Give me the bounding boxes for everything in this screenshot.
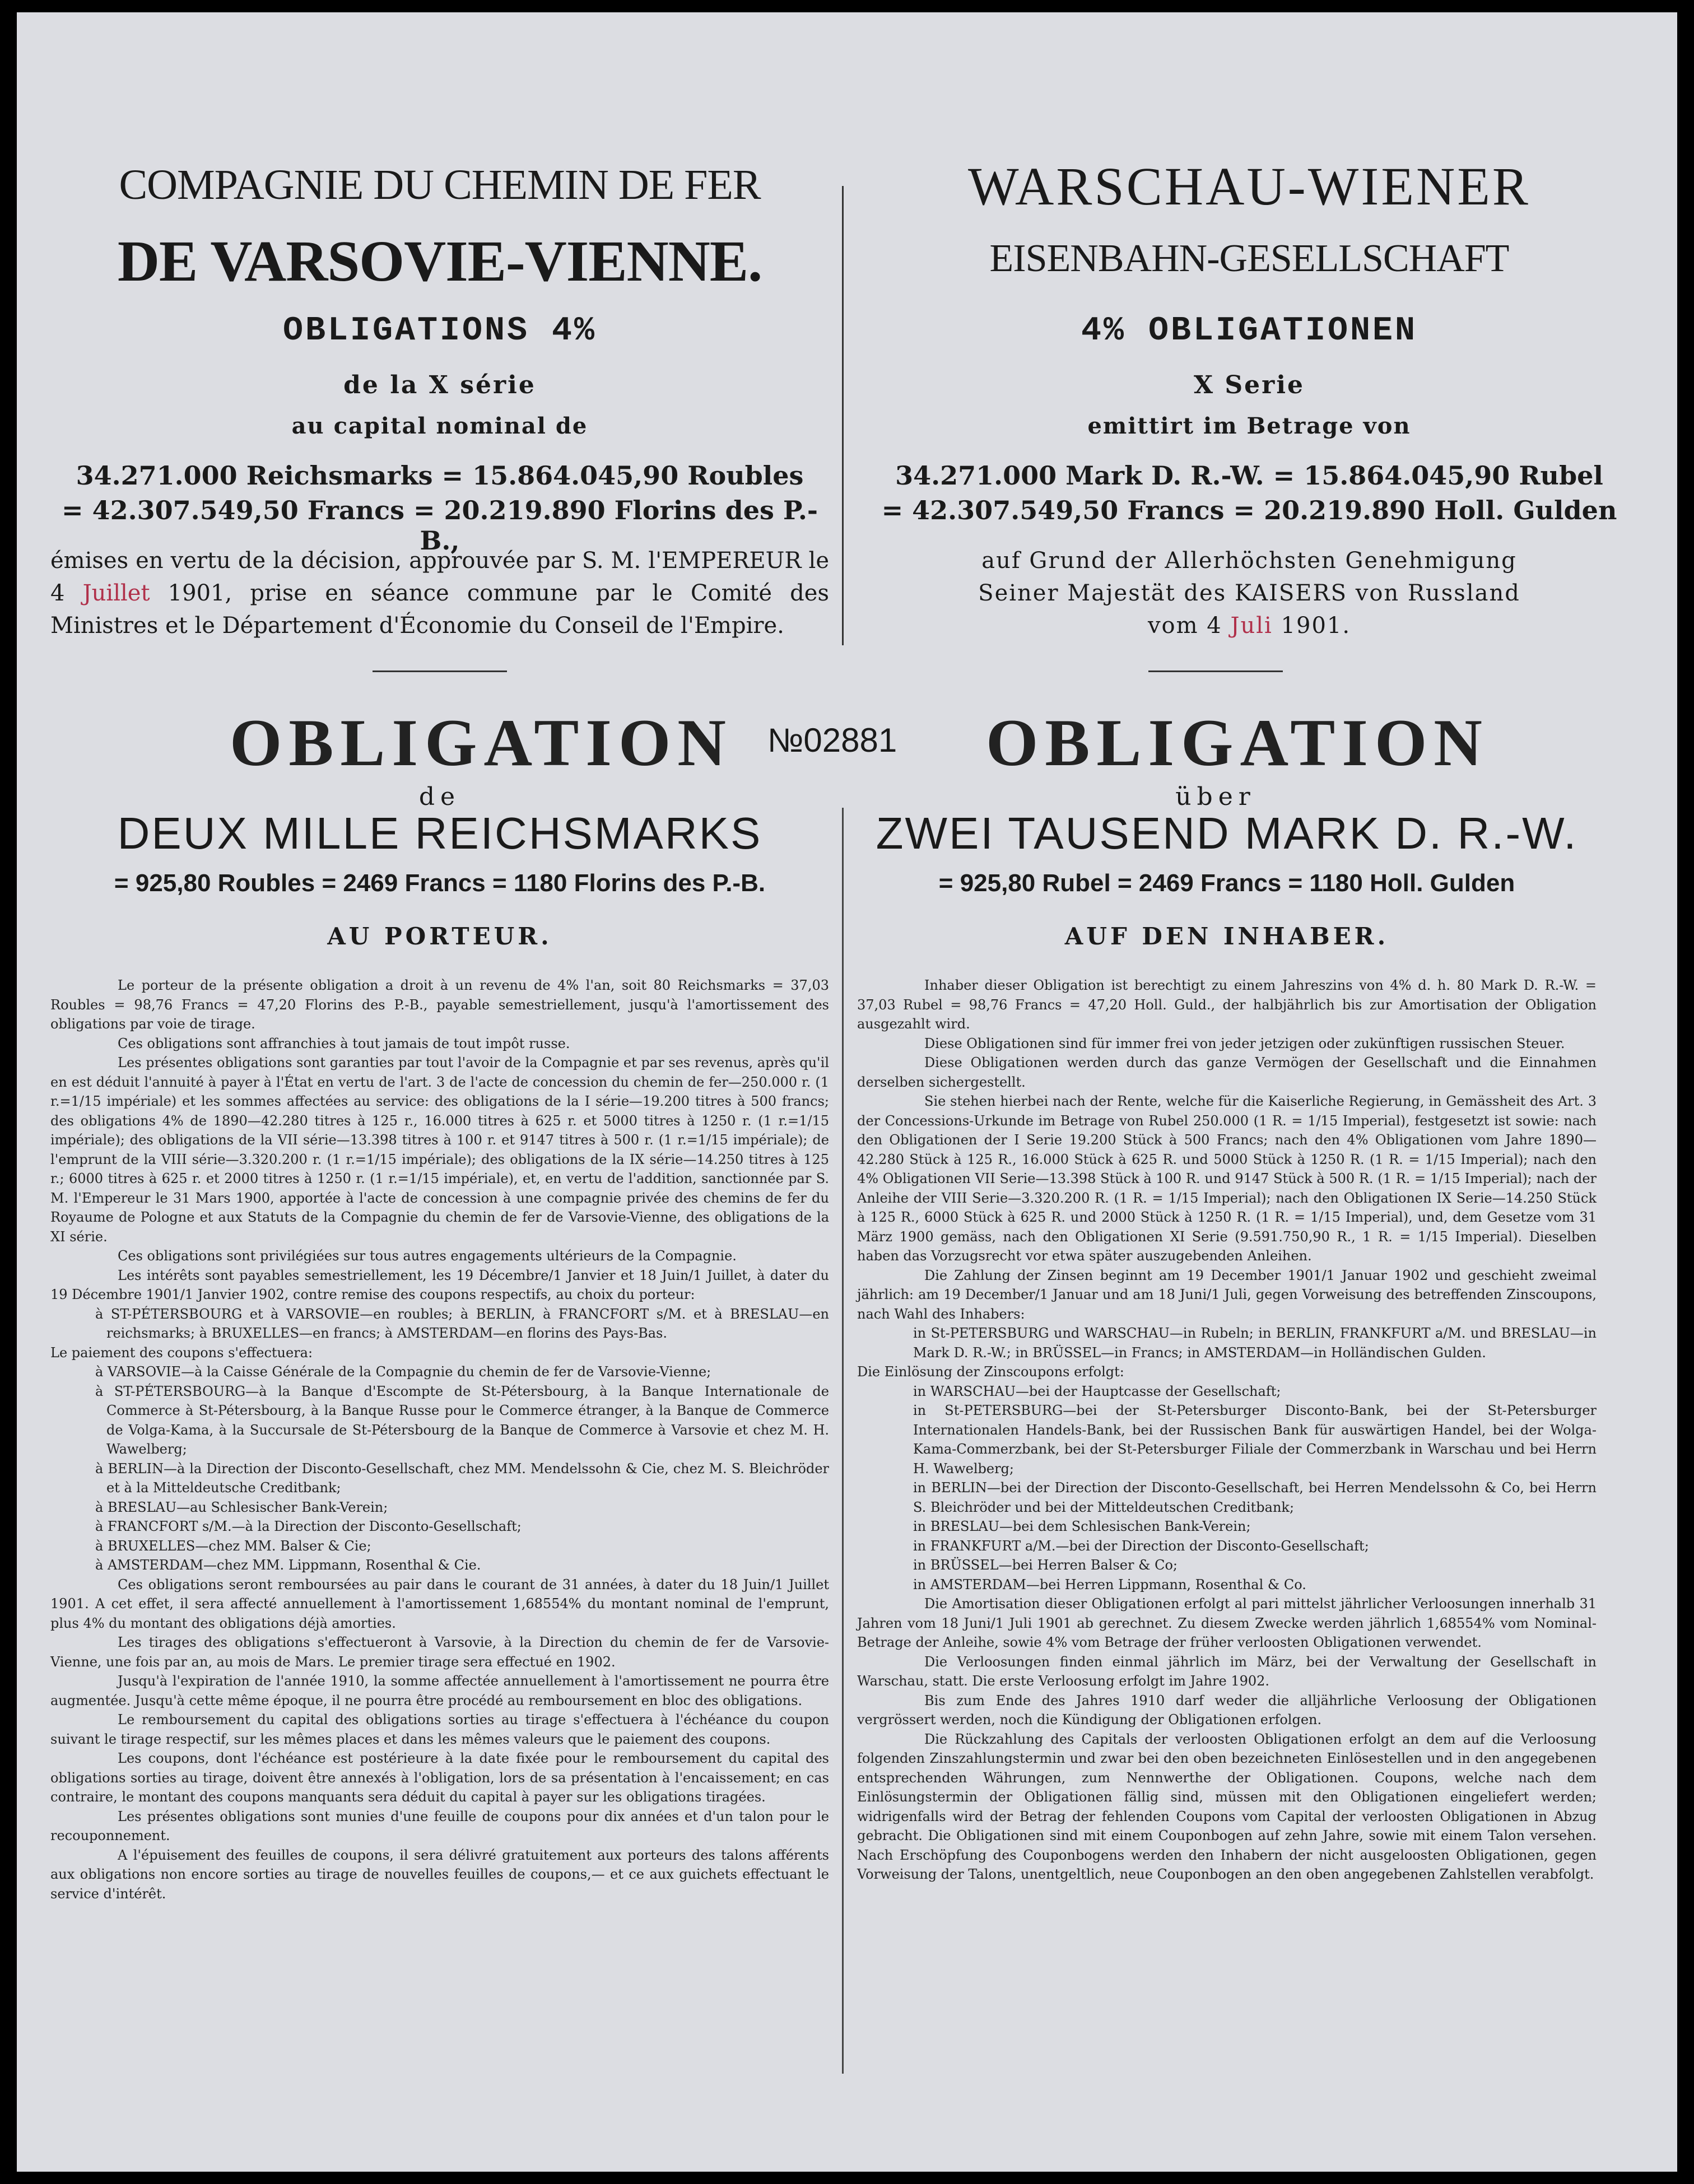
obligations-heading: 4% OBLIGATIONEN — [1081, 312, 1418, 350]
decree-text: auf Grund der Allerhöchsten Genehmigung Seiner Majestät des KAISERS von Russland vom 4 Juli 1901. — [978, 548, 1520, 639]
capital-label: au capital nominal de — [291, 413, 588, 439]
denomination-equivalents: = 925,80 Roubles = 2469 Francs = 1180 Florins des P.-B. — [114, 869, 766, 897]
bearer-label: AUF DEN INHABER. — [1064, 923, 1389, 950]
company-name-line1: WARSCHAU-WIENER — [968, 156, 1530, 216]
company-name-line2: DE VARSOVIE-VIENNE. — [117, 229, 762, 294]
amount-line1: 34.271.000 Mark D. R.-W. = 15.864.045,90 Rubel — [895, 460, 1603, 491]
series-label: de la X série — [343, 371, 536, 399]
bearer-label: AU PORTEUR. — [327, 923, 552, 950]
company-name-line2: EISENBAHN-GESELLSCHAFT — [989, 237, 1509, 280]
column-divider — [842, 808, 844, 2074]
amount-line2: = 42.307.549,50 Francs = 20.219.890 Holl. Gulden — [881, 495, 1617, 525]
series-label: X Serie — [1193, 371, 1305, 399]
amount-line1: 34.271.000 Reichsmarks = 15.864.045,90 Roubles — [76, 460, 804, 491]
denomination-equivalents: = 925,80 Rubel = 2469 Francs = 1180 Holl. Gulden — [938, 869, 1515, 897]
bond-document — [17, 12, 1677, 2172]
denomination-preposition: über — [1175, 783, 1256, 811]
column-divider — [842, 186, 844, 645]
french-terms-text: Le porteur de la présente obligation a droit à un revenu de 4% l'an, soit 80 Reichsmarks = 37,03 Roubles = 98,76 Francs = 47,20 Florins des P.-B., payable semestriellement, jusqu'à l'amortissement des obligations par voie de tirage. Ces obligations sont affranchies à tout jamais de tout impôt russe. Les présentes obligations sont garanties par tout l'avoir de la Compagnie et par ses revenus, après qu'il en est déduit l'annuité à payer à l'État en vertu de l'art. 3 de l'acte de concession du chemin de fer—250.000 r. (1 r.=1/15 impériale) et les sommes affectées au service: des obligations de la I série—19.200 titres à 500 francs; des obligations 4% de 1890—42.280 titres à 125 r., 16.000 titres à 625 r. et 5000 titres à 1250 r. (1 r.=1/15 impériale); des obligations de la VII série—13.398 titres à 100 r. et 9147 titres à 500 r. (1 r.=1/15 impériale); de l'emprunt de la VIII série—3.320.200 r. (1 r.=1/15 impériale); des obligations de la IX série—14.250 titres à 125 r.; 6000 titres à 625 r. et 2000 titres à 1250 r. (1 r.=1/15 impériale), et, en vertu de l'addition, sanctionnée par S. M. l'Empereur le 31 Mars 1900, apportée à l'acte de concession à une compagnie privée des chemins de fer du Royaume de Pologne et aux Statuts de la Compagnie du chemin de fer de Varsovie-Vienne, des obligations de la XI série. Ces obligations sont privilégiées sur tous autres engagements ultérieurs de la Compagnie. Les intérêts sont payables semestriellement, les 19 Décembre/1 Janvier et 18 Juin/1 Juillet, à dater du 19 Décembre 1901/1 Janvier 1902, contre remise des coupons respectifs, au choix du porteur: à ST-PÉTERSBOURG et à VARSOVIE—en roubles; à BERLIN, à FRANCFORT s/M. et à BRESLAU—en reichsmarks; à BRUXELLES—en francs; à AMSTERDAM—en florins des Pays-Bas. Le paiement des coupons s'effectuera: à VARSOVIE—à la Caisse Générale de la Compagnie du chemin de fer de Varsovie-Vienne; à ST-PÉTERSBOURG—à la Banque d'Escompte de St-Pétersbourg, à la Banque Internationale de Commerce à St-Pétersbourg, à la Banque Russe pour le Commerce étranger, à la Banque de Commerce de Volga-Kama, à la Succursale de St-Pétersbourg de la Banque de Commerce à Varsovie et chez M. H. Wawelberg; à BERLIN—à la Direction der Disconto-Gesellschaft, chez MM. Mendelssohn & Cie, chez M. S. Bleichröder et à la Mitteldeutsche Creditbank; à BRESLAU—au Schlesischer Bank-Verein; à FRANCFORT s/M.—à la Direction der Disconto-Gesellschaft; à BRUXELLES—chez MM. Balser & Cie; à AMSTERDAM—chez MM. Lippmann, Rosenthal & Cie. Ces obligations seront remboursées au pair dans le courant de 31 années, à dater du 18 Juin/1 Juillet 1901. A cet effet, il sera affecté annuellement à l'amortissement 1,68554% du montant nominal de l'emprunt, plus 4% du montant des obligations déjà amorties. Les tirages des obligations s'effectueront à Varsovie, à la Direction du chemin de fer de Varsovie-Vienne, une fois par an, au mois de Mars. Le premier tirage sera effectué en 1902. Jusqu'à l'expiration de l'année 1910, la somme affectée annuellement à l'amortissement ne pourra être augmentée. Jusqu'à cette même époque, il ne pourra être procédé au remboursement en bloc des obligations. Le remboursement du capital des obligations sorties au tirage s'effectuera à l'échéance du coupon suivant le tirage respectif, sur les mêmes places et dans les mêmes valeurs que le paiement des coupons. Les coupons, dont l'échéance est postérieure à la date fixée pour le remboursement du capital des obligations sorties au tirage, doivent être annexés à l'obligation, lors de sa présentation à l'encaissement; en cas contraire, le montant des coupons manquants sera déduit du capital à payer sur les obligations tiragées. Les présentes obligations sont munies d'une feuille de coupons pour dix années et d'un talon pour le recouponnement. A l'épuisement des feuilles de coupons, il sera délivré gratuitement aux porteurs des talons afférents aux obligations non encore sorties au tirage de nouvelles feuilles de coupons,— et ce aux guichets effectuant le service d'intérêt. — [50, 977, 829, 1902]
company-name-line1: COMPAGNIE DU CHEMIN DE FER — [119, 161, 761, 208]
decree-text: émises en vertu de la décision, approuvée par S. M. l'EMPEREUR le 4 Juillet 1901, prise en séance commune par le Comité des Ministres et le Département d'Économie du Conseil de l'Empire. — [50, 548, 829, 639]
german-column — [857, 12, 1641, 2172]
denomination-preposition: de — [418, 783, 461, 811]
denomination: ZWEI TAUSEND MARK D. R.-W. — [876, 808, 1578, 858]
divider-rule — [1148, 670, 1283, 672]
bond-number: №02881 — [767, 721, 897, 759]
french-column — [50, 12, 829, 2172]
denomination: DEUX MILLE REICHSMARKS — [117, 808, 762, 858]
obligation-title: OBLIGATION — [230, 705, 733, 780]
german-terms-text: Inhaber dieser Obligation ist berechtigt zu einem Jahreszins von 4% d. h. 80 Mark D. R.-W. = 37,03 Rubel = 98,76 Francs = 47,20 Holl. Guld., der halbjährlich bis zur Amortisation der Obligation ausgezahlt wird. Diese Obligationen sind für immer frei von jeder jetzigen oder zukünftigen russischen Steuer. Diese Obligationen werden durch das ganze Vermögen der Gesellschaft und die Einnahmen derselben sichergestellt. Sie stehen hierbei nach der Rente, welche für die Kaiserliche Regierung, in Gemässheit des Art. 3 der Concessions-Urkunde im Betrage von Rubel 250.000 (1 R. = 1/15 Imperial), festgesetzt ist sowie: nach den Obligationen der I Serie 19.200 Stück à 500 Francs; nach den 4% Obligationen vom Jahre 1890—42.280 Stück à 125 R., 16.000 Stück à 625 R. und 5000 Stück à 1250 R. (1 R. = 1/15 Imperial); nach den 4% Obligationen VII Serie—13.398 Stück à 100 R. und 9147 Stück à 500 R. (1 R. = 1/15 Imperial); nach der Anleihe der VIII Serie—3.320.200 R. (1 R. = 1/15 Imperial); nach den Obligationen IX Serie—14.250 Stück à 125 R., 6000 Stück à 625 R. und 2000 Stück à 1250 R. (1 R. = 1/15 Imperial), und, dem Gesetze vom 31 März 1900 gemäss, nach den Obligationen XI Serie (9.591.750,90 R., 1 R. = 1/15 Imperial). Dieselben haben das Vorzugsrecht vor etwa später auszugebenden Anleihen. Die Zahlung der Zinsen beginnt am 19 December 1901/1 Januar 1902 und geschieht zweimal jährlich: am 19 December/1 Januar und am 18 Juni/1 Juli, gegen Vorweisung des betreffenden Zinscoupons, nach Wahl des Inhabers: in St-PETERSBURG und WARSCHAU—in Rubeln; in BERLIN, FRANKFURT a/M. und BRESLAU—in Mark D. R.-W.; in BRÜSSEL—in Francs; in AMSTERDAM—in Holländischen Gulden. Die Einlösung der Zinscoupons erfolgt: in WARSCHAU—bei der Hauptcasse der Gesellschaft; in St-PETERSBURG—bei der St-Petersburger Disconto-Bank, bei der St-Petersburger Internationalen Handels-Bank, bei der Russischen Bank für auswärtigen Handel, bei der Wolga-Kama-Commerzbank, bei der St-Petersburger Filiale der Commerzbank in Warschau und bei Herrn H. Wawelberg; in BERLIN—bei der Direction der Disconto-Gesellschaft, bei Herren Mendelssohn & Co, bei Herrn S. Bleichröder und bei der Mitteldeutschen Creditbank; in BRESLAU—bei dem Schlesischen Bank-Verein; in FRANKFURT a/M.—bei der Direction der Disconto-Gesellschaft; in BRÜSSEL—bei Herren Balser & Co; in AMSTERDAM—bei Herren Lippmann, Rosenthal & Co. Die Amortisation dieser Obligationen erfolgt al pari mittelst jährlicher Verloosungen innerhalb 31 Jahren vom 18 Juni/1 Juli 1901 ab gerechnet. Zu diesem Zwecke werden jährlich 1,68554% vom Nominal-Betrage der Anleihe, sowie 4% vom Betrage der früher verloosten Obligationen verwendet. Die Verloosungen finden einmal jährlich im März, bei der Verwaltung der Gesellschaft in Warschau, statt. Die erste Verloosung erfolgt im Jahre 1902. Bis zum Ende des Jahres 1910 darf weder die alljährliche Verloosung der Obligationen vergrössert werden, noch die Kündigung der Obligationen erfolgen. Die Rückzahlung des Capitals der verloosten Obligationen erfolgt an dem auf die Verloosung folgenden Zinszahlungstermin und zwar bei den oben bezeichneten Einlösestellen und in den angegebenen entsprechenden Währungen, zum Nennwerthe der Obligationen. Coupons, welche nach dem Einlösungstermin der Obligationen fällig sind, müssen mit den Obligationen eingeliefert werden; widrigenfalls wird der Betrag der fehlenden Coupons vom Capital der verloosten Obligationen in Abzug gebracht. Die Obligationen sind mit einem Couponbogen auf zehn Jahre, sowie mit einem Talon versehen. Nach Erschöpfung des Couponbogens werden den Inhabern der nicht ausgeloosten Obligationen, gegen Vorweisung der Talons, unentgeltlich, neue Couponbogen an den oben angegebenen Zahlstellen verabfolgt. — [857, 977, 1597, 1882]
capital-label: emittirt im Betrage von — [1087, 413, 1411, 439]
obligations-heading: OBLIGATIONS 4% — [282, 312, 597, 350]
divider-rule — [373, 670, 507, 672]
amount-line2: = 42.307.549,50 Francs = 20.219.890 Florins des P.-B., — [62, 495, 818, 556]
obligation-title: OBLIGATION — [986, 705, 1489, 780]
